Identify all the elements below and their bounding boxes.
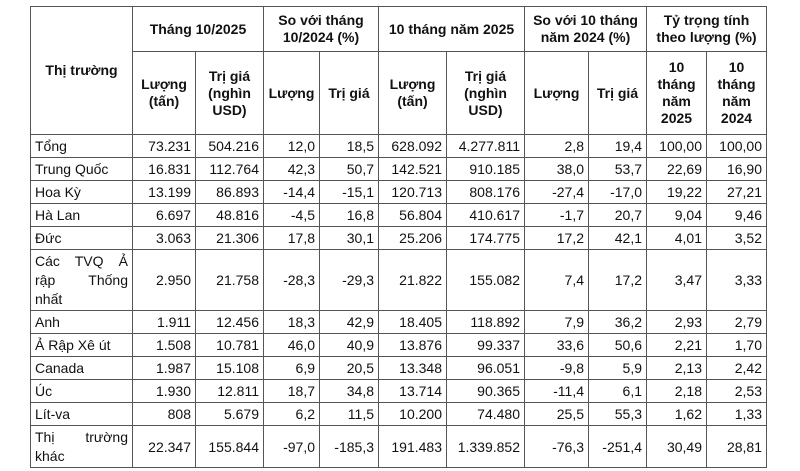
cell-value: -29,3: [320, 250, 379, 311]
cell-value: 15.108: [196, 357, 264, 380]
source-note-cropped: [470, 462, 770, 471]
cell-value: 42,1: [589, 227, 647, 250]
cell-value: -11,4: [525, 380, 589, 403]
cell-value: 21.758: [196, 250, 264, 311]
cell-market: Các TVQ Ả rập Thống nhất: [31, 250, 133, 311]
cell-value: 6,1: [589, 380, 647, 403]
header-row-columns: [31, 52, 767, 135]
cell-value: 4,01: [647, 227, 707, 250]
cell-value: 17,2: [589, 250, 647, 311]
cell-value: 73.231: [133, 135, 196, 158]
cell-value: 10.200: [379, 403, 447, 426]
cell-value: 1,70: [707, 334, 767, 357]
cell-value: 17,8: [264, 227, 320, 250]
cell-value: 100,00: [707, 135, 767, 158]
cell-value: 22.347: [133, 426, 196, 468]
table-row: [31, 135, 767, 158]
cell-value: 33,6: [525, 334, 589, 357]
cell-value: 155.844: [196, 426, 264, 468]
cell-value: 19,22: [647, 181, 707, 204]
table-row: [31, 250, 767, 311]
cell-value: 10.781: [196, 334, 264, 357]
cell-value: 50,6: [589, 334, 647, 357]
cell-value: 42,9: [320, 311, 379, 334]
cell-value: 7,9: [525, 311, 589, 334]
table-row: [31, 357, 767, 380]
cell-value: -14,4: [264, 181, 320, 204]
cell-value: 20,7: [589, 204, 647, 227]
header-share-2024: 10 tháng năm 2024: [707, 52, 767, 135]
header-vs-10m-value: Trị giá: [589, 52, 647, 135]
cell-value: 2,13: [647, 357, 707, 380]
cell-value: 25.206: [379, 227, 447, 250]
cell-value: 74.480: [447, 403, 525, 426]
cell-value: 13.199: [133, 181, 196, 204]
cell-value: 12,0: [264, 135, 320, 158]
cell-value: 155.082: [447, 250, 525, 311]
cell-value: 21.822: [379, 250, 447, 311]
cell-value: 18.405: [379, 311, 447, 334]
cell-value: 18,3: [264, 311, 320, 334]
cell-value: 99.337: [447, 334, 525, 357]
cell-value: 21.306: [196, 227, 264, 250]
cell-value: 100,00: [647, 135, 707, 158]
header-10m-value: Trị giá (nghìn USD): [447, 52, 525, 135]
header-group-share: Tỷ trọng tính theo lượng (%): [647, 7, 767, 52]
cell-market: Canada: [31, 357, 133, 380]
cell-value: 16,8: [320, 204, 379, 227]
header-row-groups: [31, 7, 767, 52]
header-group-10m: 10 tháng năm 2025: [379, 7, 525, 52]
cell-value: 191.483: [379, 426, 447, 468]
cell-market: Hà Lan: [31, 204, 133, 227]
cell-value: -76,3: [525, 426, 589, 468]
header-oct-volume: Lượng (tấn): [133, 52, 196, 135]
cell-value: 2,21: [647, 334, 707, 357]
cell-value: 42,3: [264, 158, 320, 181]
table-row: [31, 227, 767, 250]
cell-value: 16,90: [707, 158, 767, 181]
cell-market: Ả Rập Xê út: [31, 334, 133, 357]
cell-value: 2,8: [525, 135, 589, 158]
header-vs-oct-volume: Lượng: [264, 52, 320, 135]
header-market: Thị trường: [31, 7, 133, 135]
cell-value: 1.930: [133, 380, 196, 403]
header-10m-volume: Lượng (tấn): [379, 52, 447, 135]
export-market-table: [30, 6, 767, 468]
cell-value: 13.714: [379, 380, 447, 403]
cell-value: 3,52: [707, 227, 767, 250]
table-body: [31, 135, 767, 468]
cell-value: 46,0: [264, 334, 320, 357]
cell-value: 2,93: [647, 311, 707, 334]
header-group-oct: Tháng 10/2025: [133, 7, 264, 52]
cell-value: 12.456: [196, 311, 264, 334]
cell-value: 2.950: [133, 250, 196, 311]
cell-value: 53,7: [589, 158, 647, 181]
cell-value: 86.893: [196, 181, 264, 204]
cell-value: 1,33: [707, 403, 767, 426]
cell-market: Anh: [31, 311, 133, 334]
header-group-vs-10m: So với 10 tháng năm 2024 (%): [525, 7, 647, 52]
cell-value: 3,33: [707, 250, 767, 311]
cell-value: 3.063: [133, 227, 196, 250]
cell-value: 2,53: [707, 380, 767, 403]
table-row: [31, 311, 767, 334]
header-vs-10m-volume: Lượng: [525, 52, 589, 135]
cell-value: 1.911: [133, 311, 196, 334]
cell-market: Úc: [31, 380, 133, 403]
cell-market: Thị trường khác: [31, 426, 133, 468]
cell-value: -15,1: [320, 181, 379, 204]
cell-value: 1.508: [133, 334, 196, 357]
cell-value: 28,81: [707, 426, 767, 468]
cell-market: Tổng: [31, 135, 133, 158]
cell-value: -97,0: [264, 426, 320, 468]
cell-value: 12.811: [196, 380, 264, 403]
cell-value: -185,3: [320, 426, 379, 468]
cell-value: 11,5: [320, 403, 379, 426]
cell-value: 1,62: [647, 403, 707, 426]
cell-value: 2,18: [647, 380, 707, 403]
cell-value: 142.521: [379, 158, 447, 181]
table-row: [31, 403, 767, 426]
cell-value: 410.617: [447, 204, 525, 227]
cell-value: -28,3: [264, 250, 320, 311]
cell-value: 17,2: [525, 227, 589, 250]
table-row: [31, 204, 767, 227]
cell-value: 9,46: [707, 204, 767, 227]
cell-value: 25,5: [525, 403, 589, 426]
cell-market: Trung Quốc: [31, 158, 133, 181]
cell-value: 34,8: [320, 380, 379, 403]
cell-value: 36,2: [589, 311, 647, 334]
cell-value: 90.365: [447, 380, 525, 403]
header-share-2025: 10 tháng năm 2025: [647, 52, 707, 135]
cell-value: 96.051: [447, 357, 525, 380]
header-oct-value: Trị giá (nghìn USD): [196, 52, 264, 135]
cell-value: 6.697: [133, 204, 196, 227]
cell-value: 18,7: [264, 380, 320, 403]
cell-value: 628.092: [379, 135, 447, 158]
cell-value: -4,5: [264, 204, 320, 227]
cell-value: 4.277.811: [447, 135, 525, 158]
cell-value: 808.176: [447, 181, 525, 204]
cell-value: 16.831: [133, 158, 196, 181]
cell-value: 7,4: [525, 250, 589, 311]
cell-value: -251,4: [589, 426, 647, 468]
table-container: [30, 6, 766, 468]
cell-value: 1.339.852: [447, 426, 525, 468]
cell-value: 174.775: [447, 227, 525, 250]
cell-value: 910.185: [447, 158, 525, 181]
cell-value: 1.987: [133, 357, 196, 380]
cell-value: 56.804: [379, 204, 447, 227]
cell-value: 112.764: [196, 158, 264, 181]
cell-value: 27,21: [707, 181, 767, 204]
cell-market: Hoa Kỳ: [31, 181, 133, 204]
cell-value: -27,4: [525, 181, 589, 204]
cell-value: 13.348: [379, 357, 447, 380]
cell-value: 48.816: [196, 204, 264, 227]
cell-value: 3,47: [647, 250, 707, 311]
cell-value: 120.713: [379, 181, 447, 204]
cell-value: 504.216: [196, 135, 264, 158]
table-row: [31, 158, 767, 181]
table-row: [31, 380, 767, 403]
cell-value: 30,1: [320, 227, 379, 250]
cell-value: 40,9: [320, 334, 379, 357]
cell-value: -1,7: [525, 204, 589, 227]
table-row: [31, 334, 767, 357]
header-vs-oct-value: Trị giá: [320, 52, 379, 135]
cell-value: 9,04: [647, 204, 707, 227]
cell-value: 808: [133, 403, 196, 426]
cell-value: 50,7: [320, 158, 379, 181]
cell-value: 5,9: [589, 357, 647, 380]
cell-value: 30,49: [647, 426, 707, 468]
cell-market: Đức: [31, 227, 133, 250]
cell-value: 2,79: [707, 311, 767, 334]
cell-value: 18,5: [320, 135, 379, 158]
cell-value: 13.876: [379, 334, 447, 357]
cell-value: 6,9: [264, 357, 320, 380]
cell-value: 55,3: [589, 403, 647, 426]
cell-value: 2,42: [707, 357, 767, 380]
cell-value: 19,4: [589, 135, 647, 158]
cell-value: -9,8: [525, 357, 589, 380]
cell-market: Lít-va: [31, 403, 133, 426]
cell-value: 22,69: [647, 158, 707, 181]
cell-value: 20,5: [320, 357, 379, 380]
cell-value: -17,0: [589, 181, 647, 204]
cell-value: 5.679: [196, 403, 264, 426]
cell-value: 118.892: [447, 311, 525, 334]
header-group-vs-oct: So với tháng 10/2024 (%): [264, 7, 379, 52]
cell-value: 6,2: [264, 403, 320, 426]
table-row: [31, 181, 767, 204]
cell-value: 38,0: [525, 158, 589, 181]
